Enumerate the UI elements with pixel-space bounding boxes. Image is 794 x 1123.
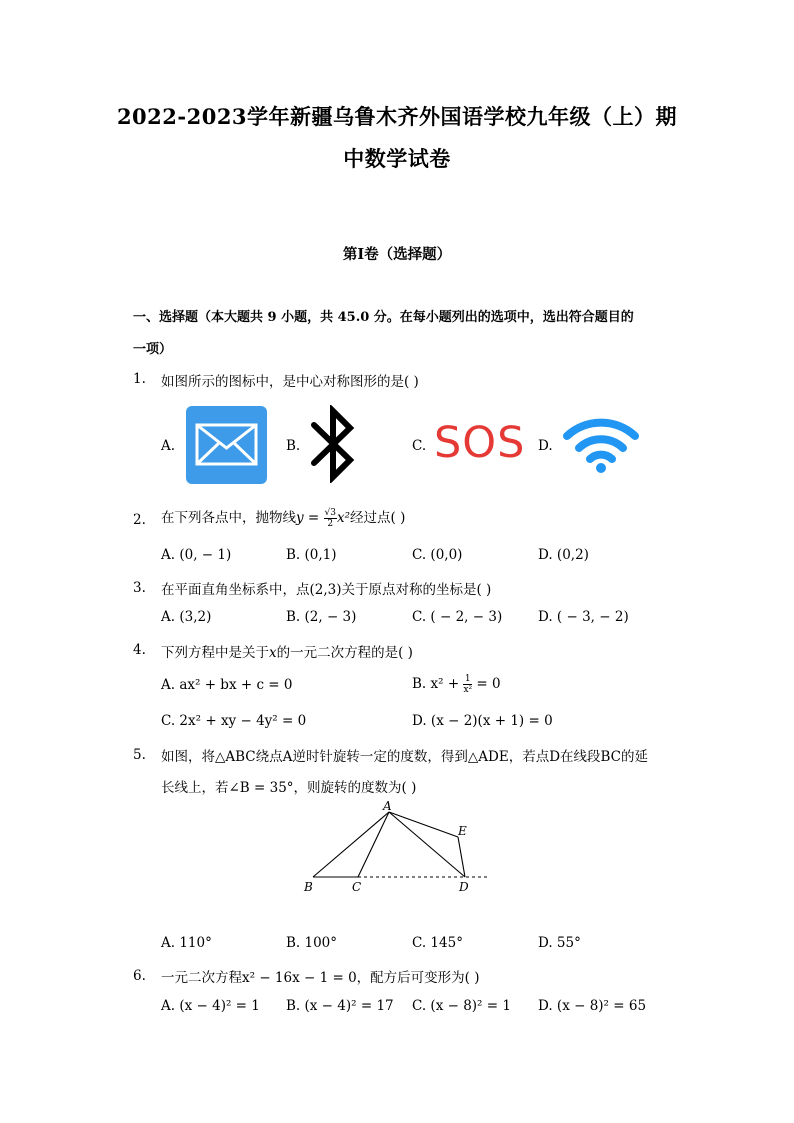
q5-option-b: B. 100° — [286, 935, 338, 951]
q4-frac-denominator: x² — [463, 685, 473, 695]
point-label-e: E — [458, 824, 467, 838]
q5-option-c: C. 145° — [412, 935, 463, 951]
q6-option-c: C. (x − 8)² = 1 — [412, 998, 511, 1014]
q4-text-start: 下列方程中是关于 — [161, 645, 269, 661]
q6-option-b: B. (x − 4)² = 17 — [286, 998, 394, 1014]
q2-eq-equals: = — [303, 510, 324, 526]
q4-option-d: D. (x − 2)(x + 1) = 0 — [412, 713, 553, 729]
point-label-a: A — [383, 799, 392, 813]
q5-option-a: A. 110° — [161, 935, 212, 951]
wifi-icon — [563, 416, 639, 474]
q3-option-d: D. ( − 3, − 2) — [538, 609, 629, 625]
part-heading-line2: 一项） — [133, 342, 173, 357]
q6-option-d: D. (x − 8)² = 65 — [538, 998, 647, 1014]
bluetooth-icon — [309, 405, 357, 483]
mail-icon — [186, 406, 267, 484]
q4-frac-numerator: 1 — [464, 674, 471, 684]
question-5-number: 5. — [133, 747, 146, 763]
q2-text-start: 在下列各点中，抛物线 — [161, 510, 296, 526]
section-title: 第I卷（选择题） — [342, 246, 452, 263]
q3-option-c: C. ( − 2, − 3) — [412, 609, 503, 625]
triangle-rotation-figure — [295, 795, 495, 895]
part-heading-line1: 一、选择题（本大题共 9 小题，共 45.0 分。在每小题列出的选项中，选出符合题目的 — [133, 310, 634, 325]
q4-option-c: C. 2x² + xy − 4y² = 0 — [161, 713, 307, 729]
q4-var-x: x — [269, 645, 277, 661]
q1-option-b-label: B. — [286, 438, 301, 454]
question-2-number: 2. — [133, 512, 146, 528]
q3-option-b: B. (2, − 3) — [286, 609, 357, 625]
doc-title-line1: 2022-2023学年新疆乌鲁木齐外国语学校九年级（上）期 — [116, 104, 678, 129]
question-5-line1: 如图，将△ABC绕点A逆时针旋转一定的度数，得到△ADE，若点D在线段BC的延 — [161, 749, 649, 765]
q4-option-b-start: B. x² + — [412, 676, 464, 692]
q2-text-end: 经过点( ) — [350, 510, 406, 526]
question-4-number: 4. — [133, 642, 146, 658]
q2-option-a: A. (0, − 1) — [161, 547, 232, 563]
q2-option-d: D. (0,2) — [538, 547, 589, 563]
q4-option-a: A. ax² + bx + c = 0 — [161, 677, 293, 693]
q3-option-a: A. (3,2) — [161, 609, 212, 625]
question-3-number: 3. — [133, 580, 146, 596]
question-3-text: 在平面直角坐标系中，点(2,3)关于原点对称的坐标是( ) — [161, 582, 492, 598]
q2-eq-x2: x² — [337, 510, 351, 526]
sos-icon — [434, 418, 524, 468]
q4-option-b — [412, 668, 501, 700]
q2-fraction — [324, 508, 337, 529]
point-label-c: C — [352, 880, 362, 894]
q4-option-b-end: = 0 — [472, 676, 501, 692]
point-label-b: B — [304, 880, 313, 894]
point-label-d: D — [459, 880, 469, 894]
question-1-text: 如图所示的图标中，是中心对称图形的是( ) — [161, 374, 419, 390]
q4-text-end: 的一元二次方程的是( ) — [276, 645, 413, 661]
question-5-line2: 长线上，若∠B = 35°，则旋转的度数为( ) — [161, 780, 417, 796]
q1-option-c-label: C. — [412, 438, 427, 454]
question-4-text — [161, 641, 413, 661]
sos-text: SOS — [434, 418, 526, 468]
q2-frac-denominator: 2 — [327, 519, 334, 529]
q2-option-b: B. (0,1) — [286, 547, 337, 563]
q1-option-a-label: A. — [161, 438, 176, 454]
doc-title-line2: 中数学试卷 — [343, 146, 451, 171]
q4-option-b-fraction — [463, 674, 472, 695]
question-6-text: 一元二次方程x² − 16x − 1 = 0，配方后可变形为( ) — [161, 970, 480, 986]
q2-option-c: C. (0,0) — [412, 547, 463, 563]
q6-option-a: A. (x − 4)² = 1 — [161, 998, 260, 1014]
q5-option-d: D. 55° — [538, 935, 581, 951]
q2-frac-numerator: √3 — [324, 508, 337, 518]
question-2-text — [161, 503, 405, 533]
q1-option-d-label: D. — [538, 438, 553, 454]
question-6-number: 6. — [133, 968, 146, 984]
q2-eq-y: y — [296, 510, 304, 526]
question-1-number: 1. — [133, 371, 146, 387]
